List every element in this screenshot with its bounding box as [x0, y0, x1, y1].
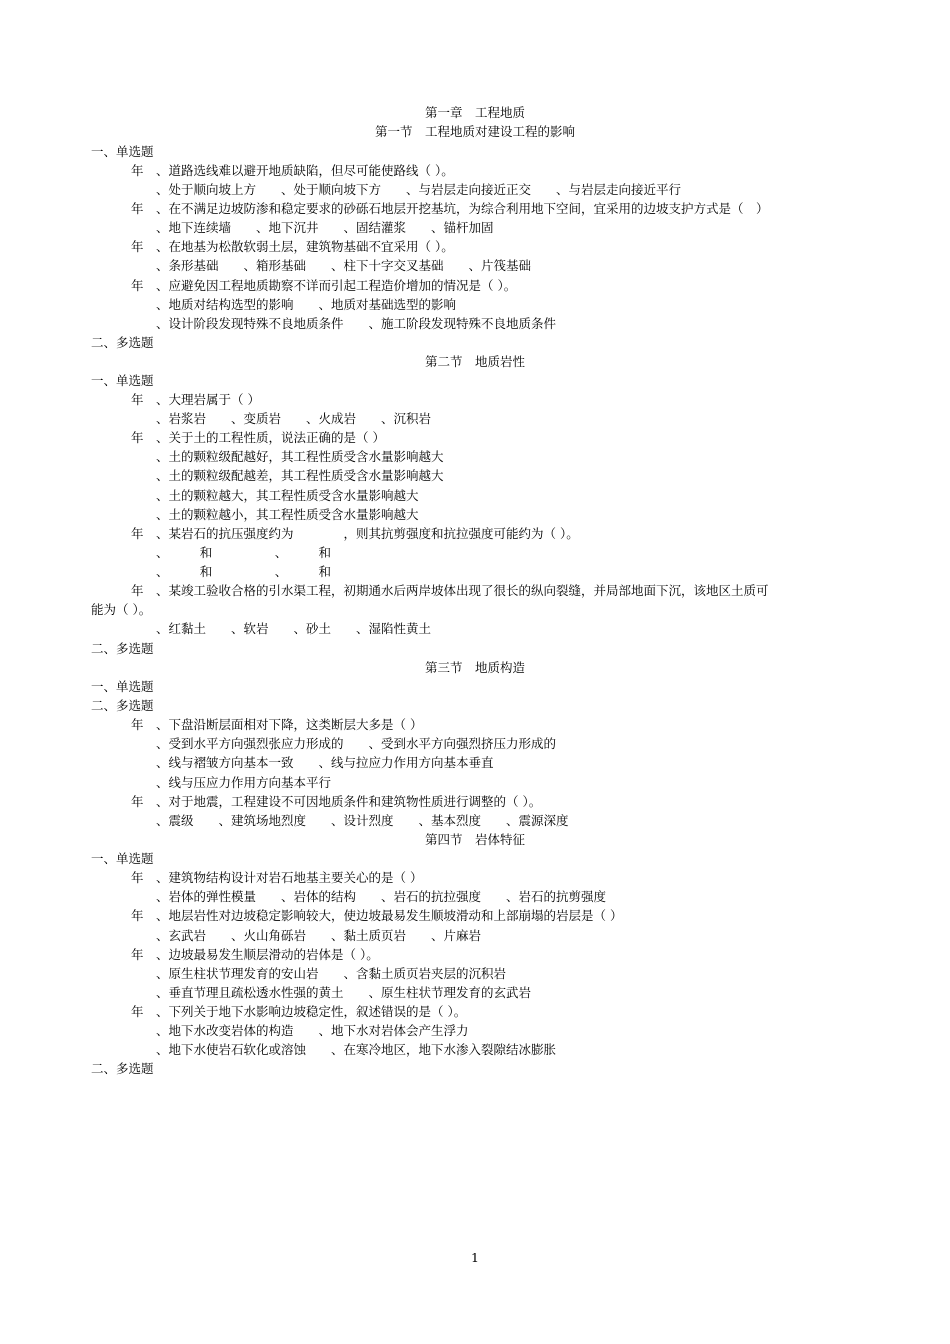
- answer-options: 、岩浆岩 、变质岩 、火成岩 、沉积岩: [156, 411, 432, 426]
- chapter-title: 第一章 工程地质: [424, 105, 525, 120]
- answer-options: 、玄武岩 、火山角砾岩 、黏土质页岩 、片麻岩: [156, 928, 482, 943]
- section-title: 第二节 地质岩性: [424, 354, 525, 369]
- answer-options: 、 和 、 和: [156, 564, 332, 579]
- section-title: 第三节 地质构造: [424, 660, 525, 675]
- question: 年 、道路选线难以避开地质缺陷，但尽可能使路线（ ）。: [131, 163, 454, 178]
- question: 年 、大理岩属于（ ）: [131, 392, 260, 407]
- answer-options: 、红黏土 、软岩 、砂土 、湿陷性黄土: [156, 621, 432, 636]
- question: 年 、某岩石的抗压强度约为 ，则其抗剪强度和抗拉强度可能约为（ ）。: [131, 526, 579, 541]
- question: 年 、在地基为松散软弱土层，建筑物基础不宜采用（ ）。: [131, 239, 454, 254]
- question-type-heading: 一、单选题: [91, 851, 154, 866]
- question: 年 、下列关于地下水影响边坡稳定性，叙述错误的是（ ）。: [131, 1004, 467, 1019]
- answer-options: 、原生柱状节理发育的安山岩 、含黏土质页岩夹层的沉积岩: [156, 966, 507, 981]
- question: 年 、关于土的工程性质，说法正确的是（ ）: [131, 430, 385, 445]
- answer-options: 、线与压应力作用方向基本平行: [156, 775, 332, 790]
- answer-options: 、条形基础 、箱形基础 、柱下十字交叉基础 、片筏基础: [156, 258, 532, 273]
- question-type-heading: 二、多选题: [91, 1061, 154, 1076]
- answer-options: 、地下水使岩石软化或溶蚀 、在寒冷地区，地下水渗入裂隙结冰膨胀: [156, 1042, 557, 1057]
- answer-options: 、处于顺向坡上方 、处于顺向坡下方 、与岩层走向接近正交 、与岩层走向接近平行: [156, 182, 682, 197]
- question-type-heading: 二、多选题: [91, 641, 154, 656]
- question-type-heading: 一、单选题: [91, 679, 154, 694]
- answer-options: 、土的颗粒越小，其工程性质受含水量影响越大: [156, 507, 419, 522]
- question: 年 、某竣工验收合格的引水渠工程，初期通水后两岸坡体出现了很长的纵向裂缝，并局部地面下沉，该地区土质可: [131, 583, 769, 598]
- question: 年 、应避免因工程地质勘察不详而引起工程造价增加的情况是（ ）。: [131, 278, 517, 293]
- answer-options: 、垂直节理且疏松透水性强的黄土 、原生柱状节理发育的玄武岩: [156, 985, 532, 1000]
- question: 年 、建筑物结构设计对岩石地基主要关心的是（ ）: [131, 870, 423, 885]
- answer-options: 、土的颗粒级配越好，其工程性质受含水量影响越大: [156, 449, 444, 464]
- question: 年 、地层岩性对边坡稳定影响较大，使边坡最易发生顺坡滑动和上部崩塌的岩层是（ ）: [131, 908, 623, 923]
- question: 年 、边坡最易发生顺层滑动的岩体是（ ）。: [131, 947, 379, 962]
- answer-options: 、土的颗粒越大，其工程性质受含水量影响越大: [156, 488, 419, 503]
- section-title: 第一节 工程地质对建设工程的影响: [374, 124, 575, 139]
- question: 年 、下盘沿断层面相对下降，这类断层大多是（ ）: [131, 717, 423, 732]
- question-type-heading: 二、多选题: [91, 335, 154, 350]
- answer-options: 、地下水改变岩体的构造 、地下水对岩体会产生浮力: [156, 1023, 469, 1038]
- question: 年 、对于地震，工程建设不可因地质条件和建筑物性质进行调整的（ ）。: [131, 794, 542, 809]
- page-number: 1: [471, 1250, 479, 1265]
- question-continuation: 能为（ ）。: [91, 602, 152, 617]
- answer-options: 、 和 、 和: [156, 545, 332, 560]
- answer-options: 、震级 、建筑场地烈度 、设计烈度 、基本烈度 、震源深度: [156, 813, 569, 828]
- question: 年 、在不满足边坡防渗和稳定要求的砂砾石地层开挖基坑，为综合利用地下空间，宜采用的边坡支护方式是（ ）: [131, 201, 769, 216]
- question-type-heading: 二、多选题: [91, 698, 154, 713]
- answer-options: 、岩体的弹性模量 、岩体的结构 、岩石的抗拉强度 、岩石的抗剪强度: [156, 889, 607, 904]
- question-type-heading: 一、单选题: [91, 373, 154, 388]
- answer-options: 、受到水平方向强烈张应力形成的 、受到水平方向强烈挤压力形成的: [156, 736, 557, 751]
- answer-options: 、线与褶皱方向基本一致 、线与拉应力作用方向基本垂直: [156, 755, 494, 770]
- answer-options: 、地质对结构选型的影响 、地质对基础选型的影响: [156, 297, 457, 312]
- section-title: 第四节 岩体特征: [424, 832, 525, 847]
- answer-options: 、设计阶段发现特殊不良地质条件 、施工阶段发现特殊不良地质条件: [156, 316, 557, 331]
- answer-options: 、地下连续墙 、地下沉井 、固结灌浆 、锚杆加固: [156, 220, 494, 235]
- answer-options: 、土的颗粒级配越差，其工程性质受含水量影响越大: [156, 468, 444, 483]
- question-type-heading: 一、单选题: [91, 144, 154, 159]
